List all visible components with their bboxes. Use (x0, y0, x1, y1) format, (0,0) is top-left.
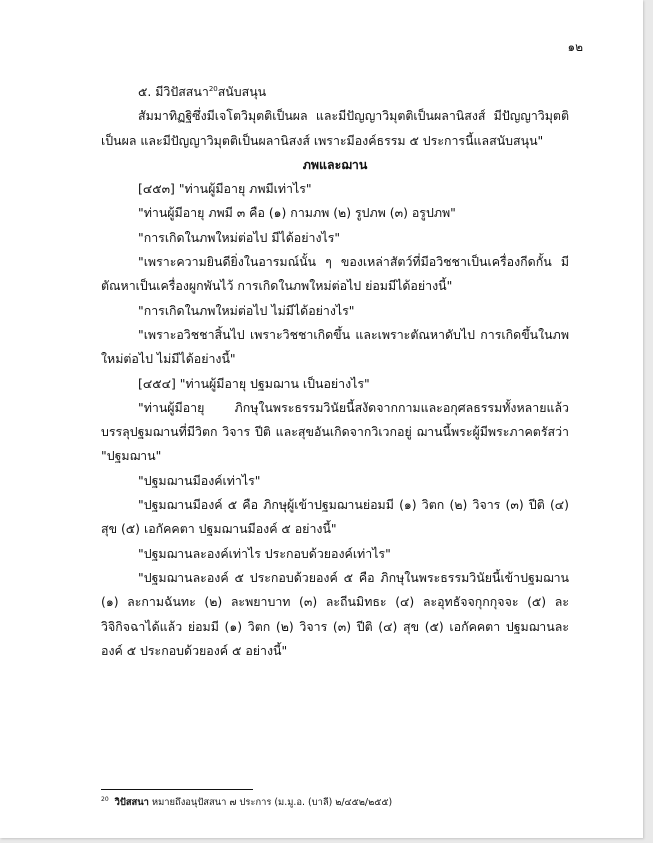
paragraph: "ท่านผู้มีอายุ ภิกษุในพระธรรมวินัยนี้สงัดจากกามและอกุศลธรรมทั้งหลายแล้ว บรรลุปฐมฌานที่มีวิตก วิจาร ปีติ และสุขอันเกิดจากวิเวกอยู่ ฌานนี้พระผู้มีพระภาคตรัสว่า "ปฐมฌาน" (101, 399, 569, 464)
paragraph: [๔๕๔] "ท่านผู้มีอายุ ปฐมฌาน เป็นอย่างไร" (138, 375, 370, 391)
footnote (101, 796, 571, 810)
item-heading-suffix: สนับสนุน (217, 84, 267, 99)
paragraph: "การเกิดในภพใหม่ต่อไป ไม่มีได้อย่างไร" (138, 302, 355, 318)
item-heading-text: ๕. มีวิปัสสนา (138, 84, 209, 99)
paragraph: "ท่านผู้มีอายุ ภพมี ๓ คือ (๑) กามภพ (๒) รูปภพ (๓) อรูปภพ" (138, 205, 456, 221)
body-text (101, 80, 569, 663)
paragraph: "ปฐมฌานมีองค์ ๕ คือ ภิกษุผู้เข้าปฐมฌานย่อมมี (๑) วิตก (๒) วิจาร (๓) ปีติ (๔) สุข (๕) เอกัคคตา ปฐมฌานมีองค์ ๕ อย่างนี้" (101, 497, 569, 537)
section-title: ภพและฌาน (302, 156, 368, 172)
paragraph: "ปฐมฌานมีองค์เท่าไร" (138, 472, 261, 488)
paragraph: สัมมาทิฏฐิซึ่งมีเจโตวิมุตติเป็นผล และมีปัญญาวิมุตติเป็นผลานิสงส์ มีปัญญาวิมุตติเป็นผล และมีปัญญาวิมุตติเป็นผลานิสงส์ เพราะมีองค์ธรรม ๕ ประการนี้แลสนับสนุน" (101, 108, 569, 148)
footnote-text: หมายถึงอนุปัสสนา ๗ ประการ (ม.มู.อ. (บาลี) ๒/๔๕๒/๒๕๕) (148, 797, 393, 808)
footnote-divider (101, 789, 253, 790)
paragraph: "เพราะความยินดียิ่งในอารมณ์นั้น ๆ ของเหล่าสัตว์ที่มีอวิชชาเป็นเครื่องกีดกั้น มีตัณหาเป็นเครื่องผูกพันไว้ การเกิดในภพใหม่ต่อไป ย่อมมีได้อย่างนี้" (101, 254, 569, 294)
numbered-item-heading (101, 80, 569, 104)
footnote-reference[interactable]: 20 (208, 84, 218, 93)
footnote-number: 20 (101, 795, 109, 803)
paragraph: "ปฐมฌานละองค์เท่าไร ประกอบด้วยองค์เท่าไร" (138, 545, 391, 561)
page-number: ๑๒ (567, 40, 583, 54)
paragraph: "เพราะอวิชชาสิ้นไป เพราะวิชชาเกิดขึ้น และเพราะตัณหาดับไป การเกิดขึ้นในภพใหม่ต่อไป ไม่มีได้อย่างนี้" (101, 326, 569, 367)
paragraph: "ปฐมฌานละองค์ ๕ ประกอบด้วยองค์ ๕ คือ ภิกษุในพระธรรมวินัยนี้เข้าปฐมฌาน (๑) ละกามฉันทะ (๒) ละพยาบาท (๓) ละถีนมิทธะ (๔) ละอุทธัจจกุกกุจจะ (๕) ละวิจิกิจฉาได้แล้ว ย่อมมี (๑) วิตก (๒) วิจาร (๓) ปีติ (๔) สุข (๕) เอกัคคตา ปฐมฌานละองค์ ๕ ประกอบด้วยองค์ ๕ อย่างนี้" (101, 569, 569, 658)
paragraph: "การเกิดในภพใหม่ต่อไป มีได้อย่างไร" (138, 229, 341, 245)
footnote-term: วิปัสสนา (114, 797, 149, 808)
paragraph: [๔๕๓] "ท่านผู้มีอายุ ภพมีเท่าไร" (138, 181, 312, 197)
